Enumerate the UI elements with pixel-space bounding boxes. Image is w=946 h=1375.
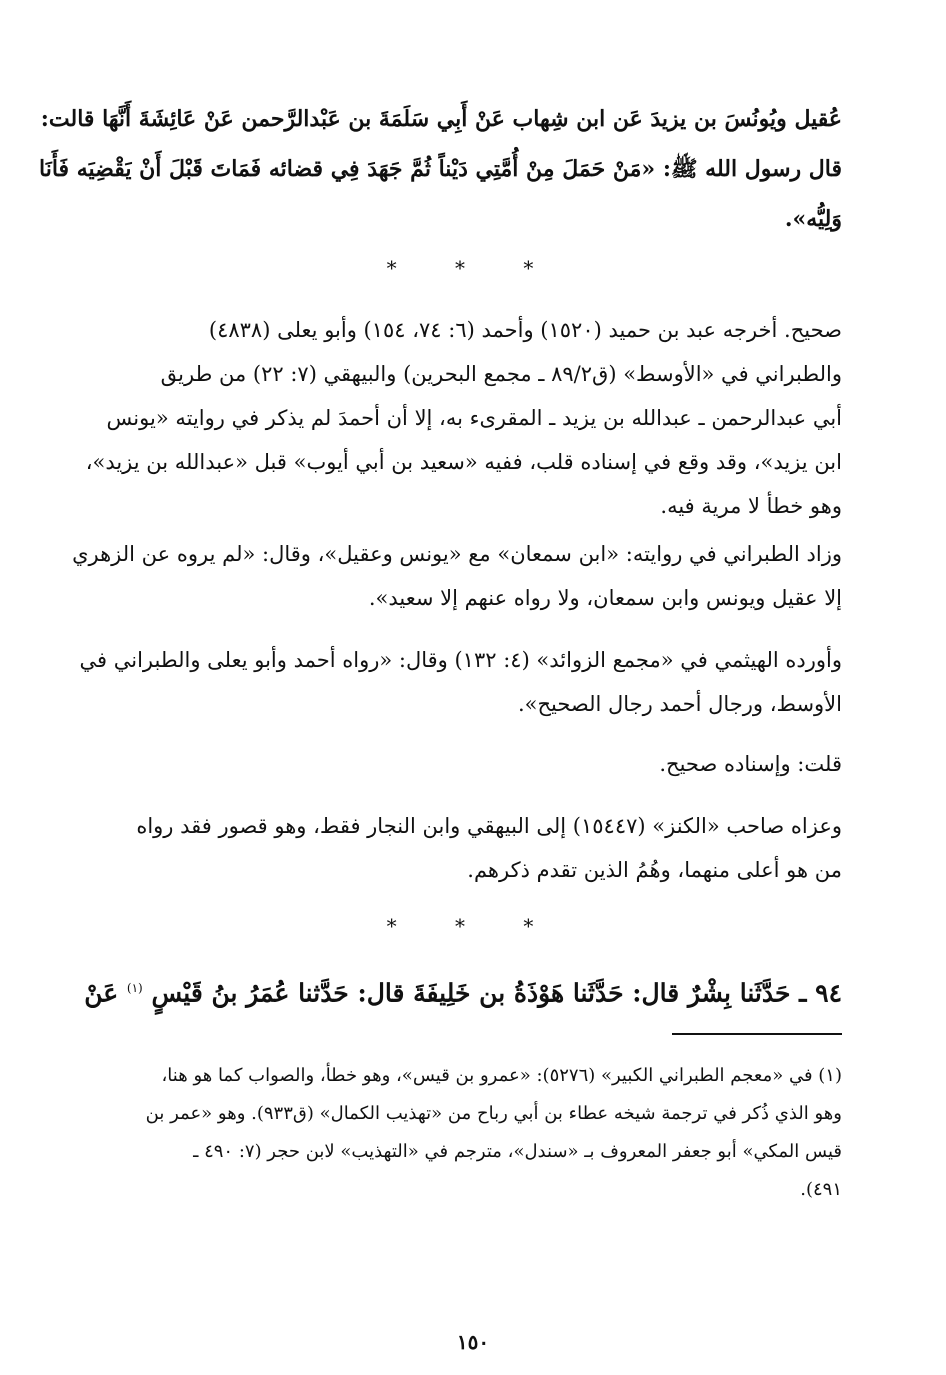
star-icon: * xyxy=(386,256,423,280)
text-line: وزاد الطبراني في روايته: «ابن سمعان» مع «يونس وعقيل»، وقال: «لم يروه عن الزهري xyxy=(72,542,842,566)
star-icon: * xyxy=(455,256,491,280)
text-line: والطبراني في «الأوسط» (ق٨٩/٢ ـ مجمع البحرين) والبيهقي (٧: ٢٢) من طريق xyxy=(160,362,842,386)
text-line: من هو أعلى منهما، وهُمُ الذين تقدم ذكرهم. xyxy=(467,858,842,882)
star-icon: * xyxy=(523,914,560,938)
text-line: إلا عقيل ويونس وابن سمعان، ولا رواه عنهم إلا سعيد». xyxy=(368,586,842,610)
hadith-94-isnad: ٩٤ ـ حَدَّثَنا بِشْرٌ قال: حَدَّثَنا هَوْذَةُ بن خَلِيفَةَ قال: حَدَّثنا عُمَرُ بنُ قَيْسٍ xyxy=(151,978,842,1008)
hadith-94-heading xyxy=(84,966,842,1015)
text-line: عُقيل ويُونُسَ بن يزيدَ عَن ابن شِهاب عَنْ أَبِي سَلَمَةَ بن عَبْدالرَّحمن عَنْ عَائِشَةَ أَنَّهَا قالت: xyxy=(40,106,842,132)
takhrij-paragraph xyxy=(85,308,842,528)
page-number: ١٥٠ xyxy=(456,1330,490,1354)
text-line: وعزاه صاحب «الكنز» (١٥٤٤٧) إلى البيهقي وابن النجار فقط، وهو قصور فقد رواه xyxy=(136,814,842,838)
section-separator xyxy=(0,914,946,938)
kanz-paragraph xyxy=(104,804,842,892)
text-line: صحيح. أخرجه عبد بن حميد (١٥٢٠) وأحمد (٦: ٧٤، ١٥٤) وأبو يعلى (٤٨٣٨) xyxy=(208,318,842,342)
hadith-94-continuation: عَنْ xyxy=(84,978,119,1008)
text-line: قال رسول الله ﷺ: «مَنْ حَمَلَ مِنْ أُمَّتِي دَيْناً ثُمَّ جَهَدَ فِي قضائه فَمَاتَ قَبْلَ أَنْ يَقْضِيَه فَأَنَا xyxy=(39,156,842,182)
text-line: وهو خطأ لا مرية فيه. xyxy=(660,494,842,518)
text-line: ٤٩١). xyxy=(800,1179,842,1200)
footnote-marker: (١) xyxy=(126,981,143,995)
text-line: ابن يزيد»، وقد وقع في إسناده قلب، ففيه «سعيد بن أبي أيوب» قبل «عبدالله بن يزيد»، xyxy=(85,450,842,474)
tabarani-paragraph xyxy=(72,532,842,620)
text-line: أبي عبدالرحمن ـ عبدالله بن يزيد ـ المقرىء به، إلا أن أحمدَ لم يذكر في روايته «يونس xyxy=(106,406,842,430)
text-line: وَلِيُّه». xyxy=(784,206,842,232)
star-icon: * xyxy=(455,914,491,938)
hadith-93-text xyxy=(39,94,842,244)
footnote-block xyxy=(104,1057,842,1209)
verdict-paragraph xyxy=(104,742,842,786)
section-separator xyxy=(0,256,946,280)
star-icon: * xyxy=(386,914,423,938)
text-line: قلت: وإسناده صحيح. xyxy=(659,752,842,776)
text-line: وأورده الهيثمي في «مجمع الزوائد» (٤: ١٣٢) وقال: «رواه أحمد وأبو يعلى والطبراني في xyxy=(79,648,842,672)
text-line: قيس المكي» أبو جعفر المعروف بـ «سندل»، مترجم في «التهذيب» لابن حجر (٧: ٤٩٠ ـ xyxy=(193,1141,842,1162)
text-line: (١) في «معجم الطبراني الكبير» (٥٢٧٦): «عمرو بن قيس»، وهو خطأ، والصواب كما هو هنا، xyxy=(161,1065,842,1086)
star-icon: * xyxy=(523,256,560,280)
haythami-paragraph xyxy=(79,638,842,726)
text-line: الأوسط، ورجال أحمد رجال الصحيح». xyxy=(517,692,842,716)
text-line: وهو الذي ذُكر في ترجمة شيخه عطاء بن أبي رباح من «تهذيب الكمال» (ق٩٣٣). وهو «عمر بن xyxy=(145,1103,842,1124)
footnote-divider xyxy=(672,1033,842,1035)
text-line xyxy=(84,966,842,1015)
